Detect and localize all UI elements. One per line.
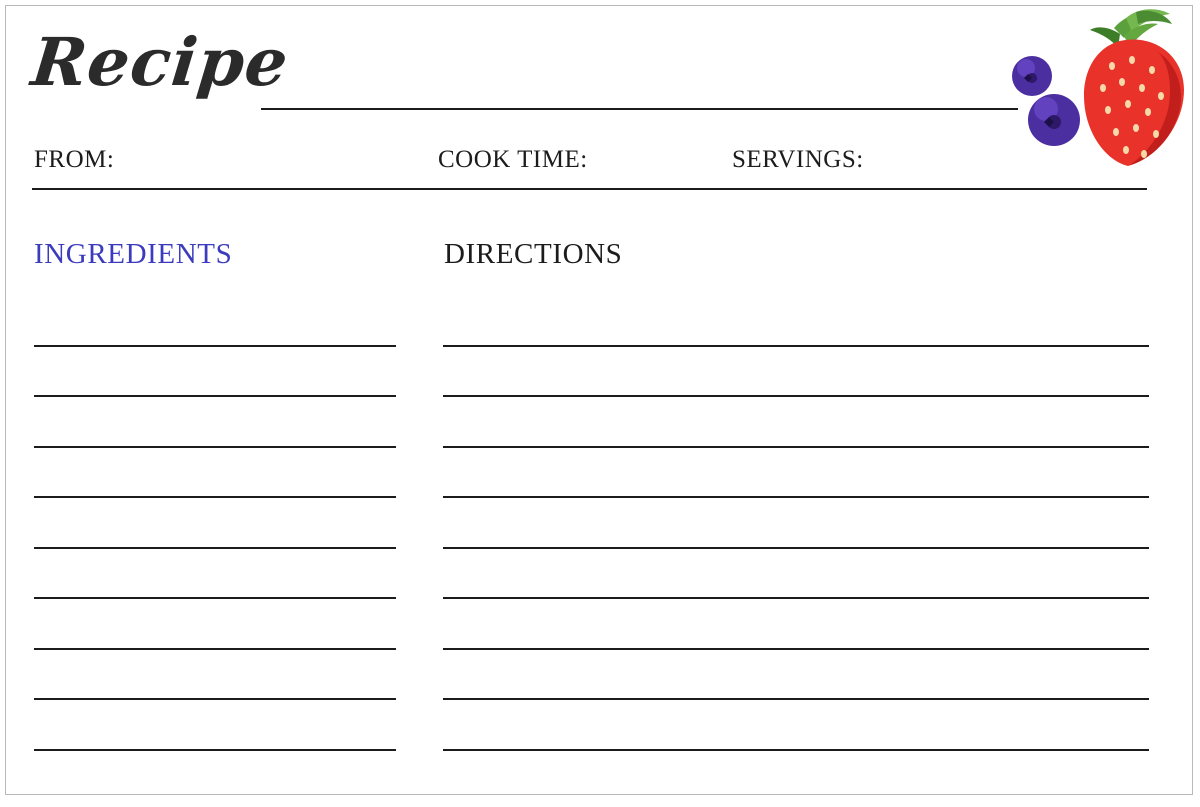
blueberry-icon [1012,56,1080,146]
ingredients-lines [34,296,396,795]
recipe-name-write-line[interactable] [261,108,1018,110]
ingredient-line[interactable] [34,549,396,600]
recipe-card [5,5,1193,795]
ingredient-line[interactable] [34,650,396,701]
direction-line[interactable] [443,498,1149,549]
page-title: Recipe [27,23,293,101]
servings-label: SERVINGS: [732,146,864,173]
ingredient-line[interactable] [34,448,396,499]
direction-line[interactable] [443,650,1149,701]
ingredient-line[interactable] [34,599,396,650]
direction-line[interactable] [443,700,1149,751]
ingredient-line[interactable] [34,498,396,549]
direction-line[interactable] [443,448,1149,499]
meta-write-line[interactable] [32,188,1147,190]
ingredient-line[interactable] [34,700,396,751]
directions-lines [443,296,1149,795]
direction-line[interactable] [443,549,1149,600]
direction-line[interactable] [443,599,1149,650]
direction-line[interactable] [443,296,1149,347]
ingredient-line[interactable] [34,751,396,796]
cook-time-label: COOK TIME: [438,146,588,173]
ingredients-heading: INGREDIENTS [34,238,233,270]
from-label: FROM: [34,146,115,173]
ingredient-line[interactable] [34,397,396,448]
directions-heading: DIRECTIONS [444,238,623,270]
direction-line[interactable] [443,397,1149,448]
ingredient-line[interactable] [34,296,396,347]
direction-line[interactable] [443,751,1149,796]
ingredient-line[interactable] [34,347,396,398]
meta-row [6,146,1192,194]
direction-line[interactable] [443,347,1149,398]
